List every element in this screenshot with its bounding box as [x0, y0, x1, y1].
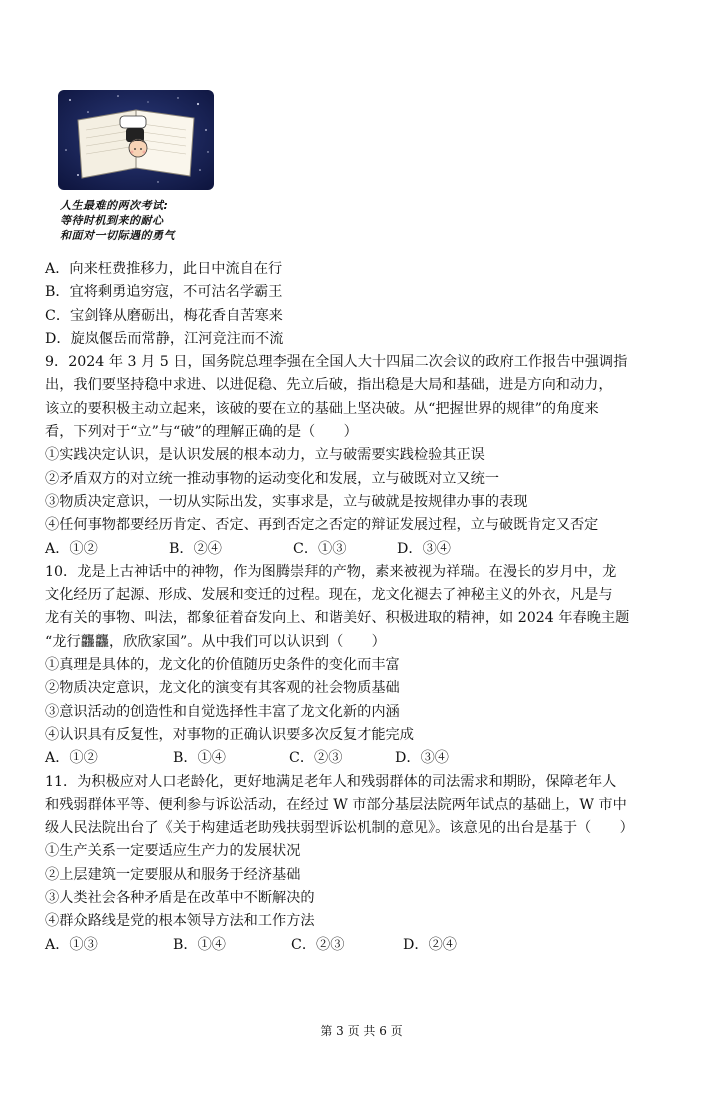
statement-2: ②矛盾双方的对立统一推动事物的运动变化和发展，立与破既对立又统一	[45, 470, 500, 487]
option-b: B．宜将剩勇追穷寇，不可沽名学霸王	[45, 284, 283, 301]
answer-options	[45, 747, 685, 770]
option-c: C．②③	[291, 936, 345, 953]
option-c: C．②③	[289, 750, 343, 767]
answer-options	[45, 538, 685, 561]
question-stem-line: 该立的要积极主动立起来，该破的要在立的基础上坚决破。从“把握世界的规律”的角度来	[45, 400, 599, 417]
option-b: B．②④	[169, 540, 222, 557]
question-9	[45, 351, 685, 561]
option-d: D．旋岚偃岳而常静，江河竞注而不流	[45, 330, 284, 347]
statement-2: ②物质决定意识，龙文化的演变有其客观的社会物质基础	[45, 680, 400, 697]
question-stem-line: 出，我们要坚持稳中求进、以进促稳、先立后破，指出稳是大局和基础，进是方向和动力，	[45, 377, 613, 394]
option-a: A．①③	[45, 936, 98, 953]
option-c: C．①③	[293, 540, 347, 557]
option-b: B．①④	[173, 750, 226, 767]
option-b: B．①④	[173, 936, 226, 953]
question-stem-line: “龙行龘龘，欣欣家国”。从中我们可以认识到（ ）	[45, 633, 386, 650]
question-stem-line: 文化经历了起源、形成、发展和变迁的过程。现在，龙文化褪去了神秘主义的外衣，凡是与	[45, 587, 613, 604]
question-stem-line: 和残弱群体平等、便利参与诉讼活动，在经过 W 市部分基层法院两年试点的基础上，W 市中	[45, 796, 627, 813]
statement-1: ①生产关系一定要适应生产力的发展状况	[45, 843, 301, 860]
question-stem-line: 级人民法院出台了《关于构建适老助残扶弱型诉讼机制的意见》。该意见的出台是基于（ ）	[45, 820, 634, 837]
question-11	[45, 771, 685, 957]
question-stem-line: 9．2024 年 3 月 5 日，国务院总理李强在全国人大十四届二次会议的政府工作报告中强调指	[45, 354, 628, 371]
statement-4: ④认识具有反复性，对事物的正确认识要多次反复才能完成	[45, 726, 414, 743]
question-stem-line: 10．龙是上古神话中的神物，作为图腾崇拜的产物，素来被视为祥瑞。在漫长的岁月中，龙	[45, 563, 617, 580]
option-a: A．向来枉费推移力，此日中流自在行	[45, 261, 283, 277]
question-8-options	[45, 258, 685, 351]
option-a: A．①②	[45, 540, 98, 557]
question-stem-line: 龙有关的事物、叫法，都象征着奋发向上、和谐美好、积极进取的精神，如 2024 年春晚主题	[45, 610, 630, 627]
statement-1: ①真理是具体的，龙文化的价值随历史条件的变化而丰富	[45, 657, 400, 674]
statement-2: ②上层建筑一定要服从和服务于经济基础	[45, 866, 301, 883]
statement-4: ④任何事物都要经历肯定、否定、再到否定之否定的辩证发展过程，立与破既肯定又否定	[45, 517, 599, 534]
illustration-caption	[60, 198, 220, 243]
caption-line: 人生最难的两次考试:	[60, 199, 169, 212]
option-c: C．宝剑锋从磨砺出，梅花香自苦寒来	[45, 307, 283, 324]
option-d: D．②④	[403, 936, 457, 953]
question-stem-line: 11．为积极应对人口老龄化，更好地满足老年人和残弱群体的司法需求和期盼，保障老年人	[45, 773, 617, 790]
page-footer: 第 3 页 共 6 页	[320, 1024, 403, 1038]
statement-3: ③意识活动的创造性和自觉选择性丰富了龙文化新的内涵	[45, 703, 400, 720]
statement-3: ③人类社会各种矛盾是在改革中不断解决的	[45, 890, 315, 907]
option-a: A．①②	[45, 750, 98, 767]
questions-body	[45, 258, 685, 957]
option-d: D．③④	[397, 540, 451, 557]
caption-line: 和面对一切际遇的勇气	[60, 229, 175, 242]
night-sky-book-icon	[58, 90, 214, 190]
statement-3: ③物质决定意识，一切从实际出发，实事求是，立与破就是按规律办事的表现	[45, 493, 528, 510]
statement-4: ④群众路线是党的根本领导方法和工作方法	[45, 913, 315, 930]
answer-options	[45, 934, 685, 957]
option-d: D．③④	[395, 750, 449, 767]
statement-1: ①实践决定认识，是认识发展的根本动力，立与破需要实践检验其正误	[45, 447, 485, 464]
caption-line: 等待时机到来的耐心	[60, 214, 164, 227]
question-10	[45, 561, 685, 771]
question-stem-line: 看，下列对于“立”与“破”的理解正确的是（ ）	[45, 424, 358, 441]
